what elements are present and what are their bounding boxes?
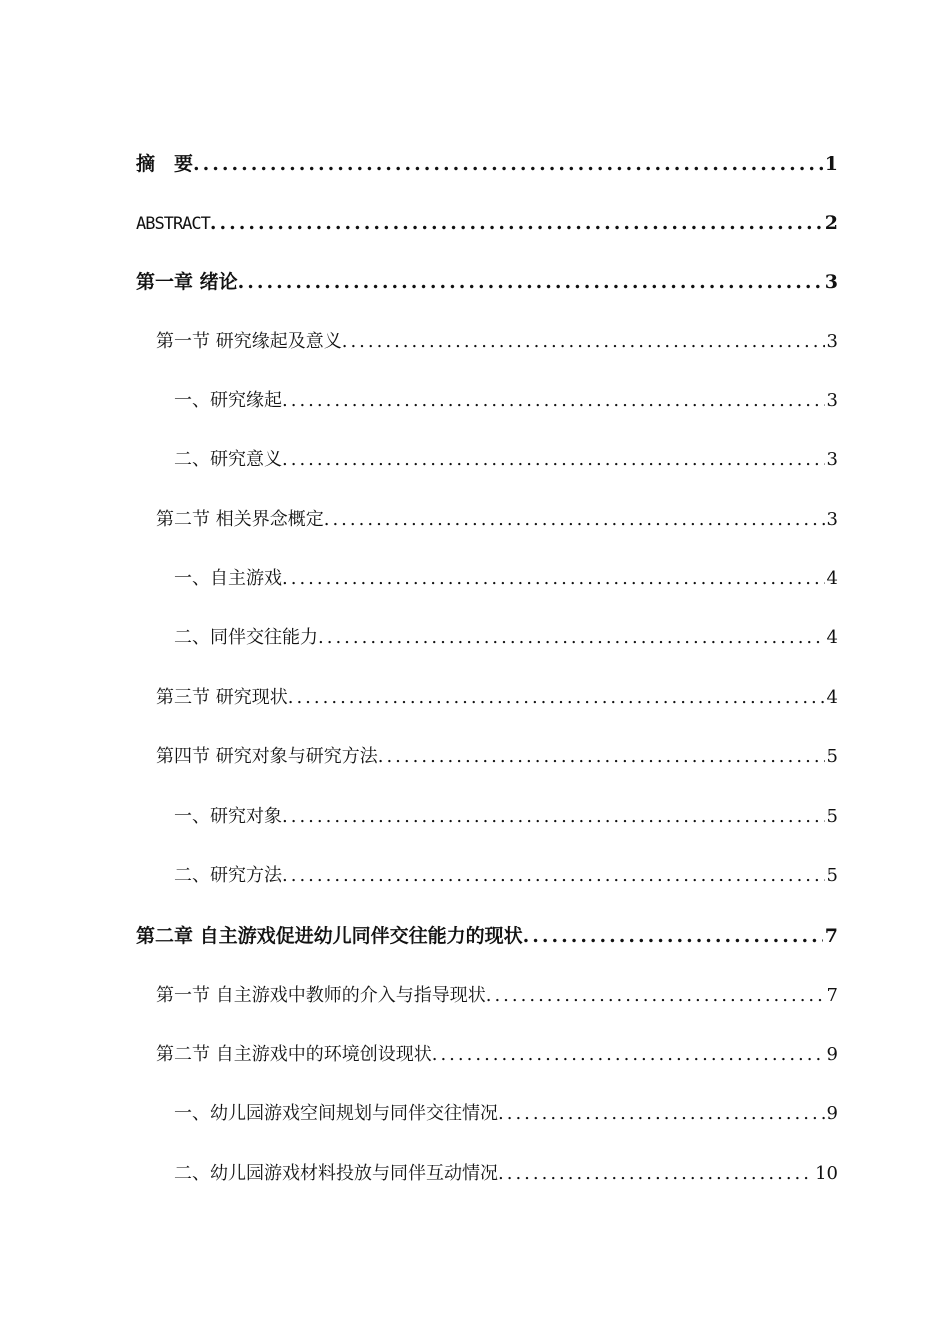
toc-entry-page: 5 — [826, 806, 838, 827]
toc-entry-title: 第二节 相关界念概定 — [156, 509, 324, 530]
toc-entry-page: 5 — [826, 746, 838, 767]
toc-dot-leader — [324, 504, 825, 536]
toc-entry-abstract-en[interactable] — [136, 207, 838, 239]
toc-entry-page: 3 — [826, 390, 838, 411]
toc-entry-title: 第一节 自主游戏中教师的介入与指导现状 — [156, 985, 486, 1006]
toc-dot-leader — [523, 920, 823, 952]
toc-dot-leader — [288, 682, 825, 714]
toc-dot-leader — [342, 326, 825, 358]
toc-entry-subsection[interactable] — [174, 444, 838, 476]
toc-dot-leader — [486, 980, 825, 1012]
toc-entry-subsection[interactable] — [174, 801, 838, 833]
toc-entry-section[interactable] — [156, 980, 838, 1012]
toc-dot-leader — [282, 563, 825, 595]
toc-dot-leader — [282, 860, 825, 892]
toc-entry-title: 第二章 自主游戏促进幼儿同伴交往能力的现状 — [136, 925, 523, 947]
toc-entry-title: 第二节 自主游戏中的环境创设现状 — [156, 1044, 432, 1065]
toc-dot-leader — [318, 622, 825, 654]
toc-entry-page: 3 — [826, 509, 838, 530]
toc-dot-leader — [282, 385, 825, 417]
toc-dot-leader — [282, 801, 825, 833]
toc-dot-leader — [238, 266, 823, 298]
toc-entry-title: 一、幼儿园游戏空间规划与同伴交往情况 — [174, 1103, 498, 1124]
toc-entry-title: ABSTRACT — [136, 214, 210, 234]
toc-entry-section[interactable] — [156, 504, 838, 536]
toc-dot-leader — [432, 1039, 825, 1071]
toc-entry-section[interactable] — [156, 1039, 838, 1071]
toc-entry-page: 9 — [826, 1103, 838, 1124]
toc-entry-subsection[interactable] — [174, 563, 838, 595]
toc-entry-section[interactable] — [156, 326, 838, 358]
toc-entry-title: 第一章 绪论 — [136, 271, 238, 293]
toc-entry-title: 第三节 研究现状 — [156, 687, 288, 708]
toc-entry-subsection[interactable] — [174, 385, 838, 417]
toc-dot-leader — [498, 1158, 813, 1190]
toc-entry-title: 一、研究对象 — [174, 806, 282, 827]
toc-entry-title: 二、幼儿园游戏材料投放与同伴互动情况 — [174, 1163, 498, 1184]
toc-entry-page: 7 — [824, 925, 838, 947]
toc-entry-subsection[interactable] — [174, 1098, 838, 1130]
toc-entry-section[interactable] — [156, 682, 838, 714]
toc-entry-subsection[interactable] — [174, 1158, 838, 1190]
toc-entry-title: 第一节 研究缘起及意义 — [156, 331, 342, 352]
toc-entry-title: 第四节 研究对象与研究方法 — [156, 746, 378, 767]
toc-entry-subsection[interactable] — [174, 622, 838, 654]
toc-entry-title: 摘 要 — [136, 153, 194, 175]
toc-entry-chapter-1[interactable] — [136, 266, 838, 298]
toc-entry-title: 一、研究缘起 — [174, 390, 282, 411]
toc-entry-title: 二、研究方法 — [174, 865, 282, 886]
toc-entry-page: 4 — [826, 687, 838, 708]
toc-entry-page: 4 — [826, 568, 838, 589]
toc-dot-leader — [193, 148, 823, 180]
toc-entry-title: 二、同伴交往能力 — [174, 627, 318, 648]
toc-entry-chapter-2[interactable] — [136, 920, 838, 952]
toc-entry-page: 5 — [826, 865, 838, 886]
toc-entry-page: 10 — [815, 1163, 838, 1184]
toc-entry-section[interactable] — [156, 741, 838, 773]
toc-entry-page: 7 — [826, 985, 838, 1006]
toc-dot-leader — [210, 207, 823, 239]
toc-entry-page: 3 — [824, 271, 838, 293]
toc-entry-subsection[interactable] — [174, 860, 838, 892]
toc-dot-leader — [378, 741, 825, 773]
toc-entry-abstract-cn[interactable] — [136, 148, 838, 180]
toc-dot-leader — [498, 1098, 825, 1130]
toc-dot-leader — [282, 444, 825, 476]
toc-entry-title: 一、自主游戏 — [174, 568, 282, 589]
toc-entry-page: 1 — [824, 153, 838, 175]
toc-entry-page: 9 — [826, 1044, 838, 1065]
toc-entry-page: 3 — [826, 449, 838, 470]
toc-entry-page: 4 — [826, 627, 838, 648]
toc-entry-page: 2 — [824, 212, 838, 234]
toc-entry-title: 二、研究意义 — [174, 449, 282, 470]
toc-entry-page: 3 — [826, 331, 838, 352]
